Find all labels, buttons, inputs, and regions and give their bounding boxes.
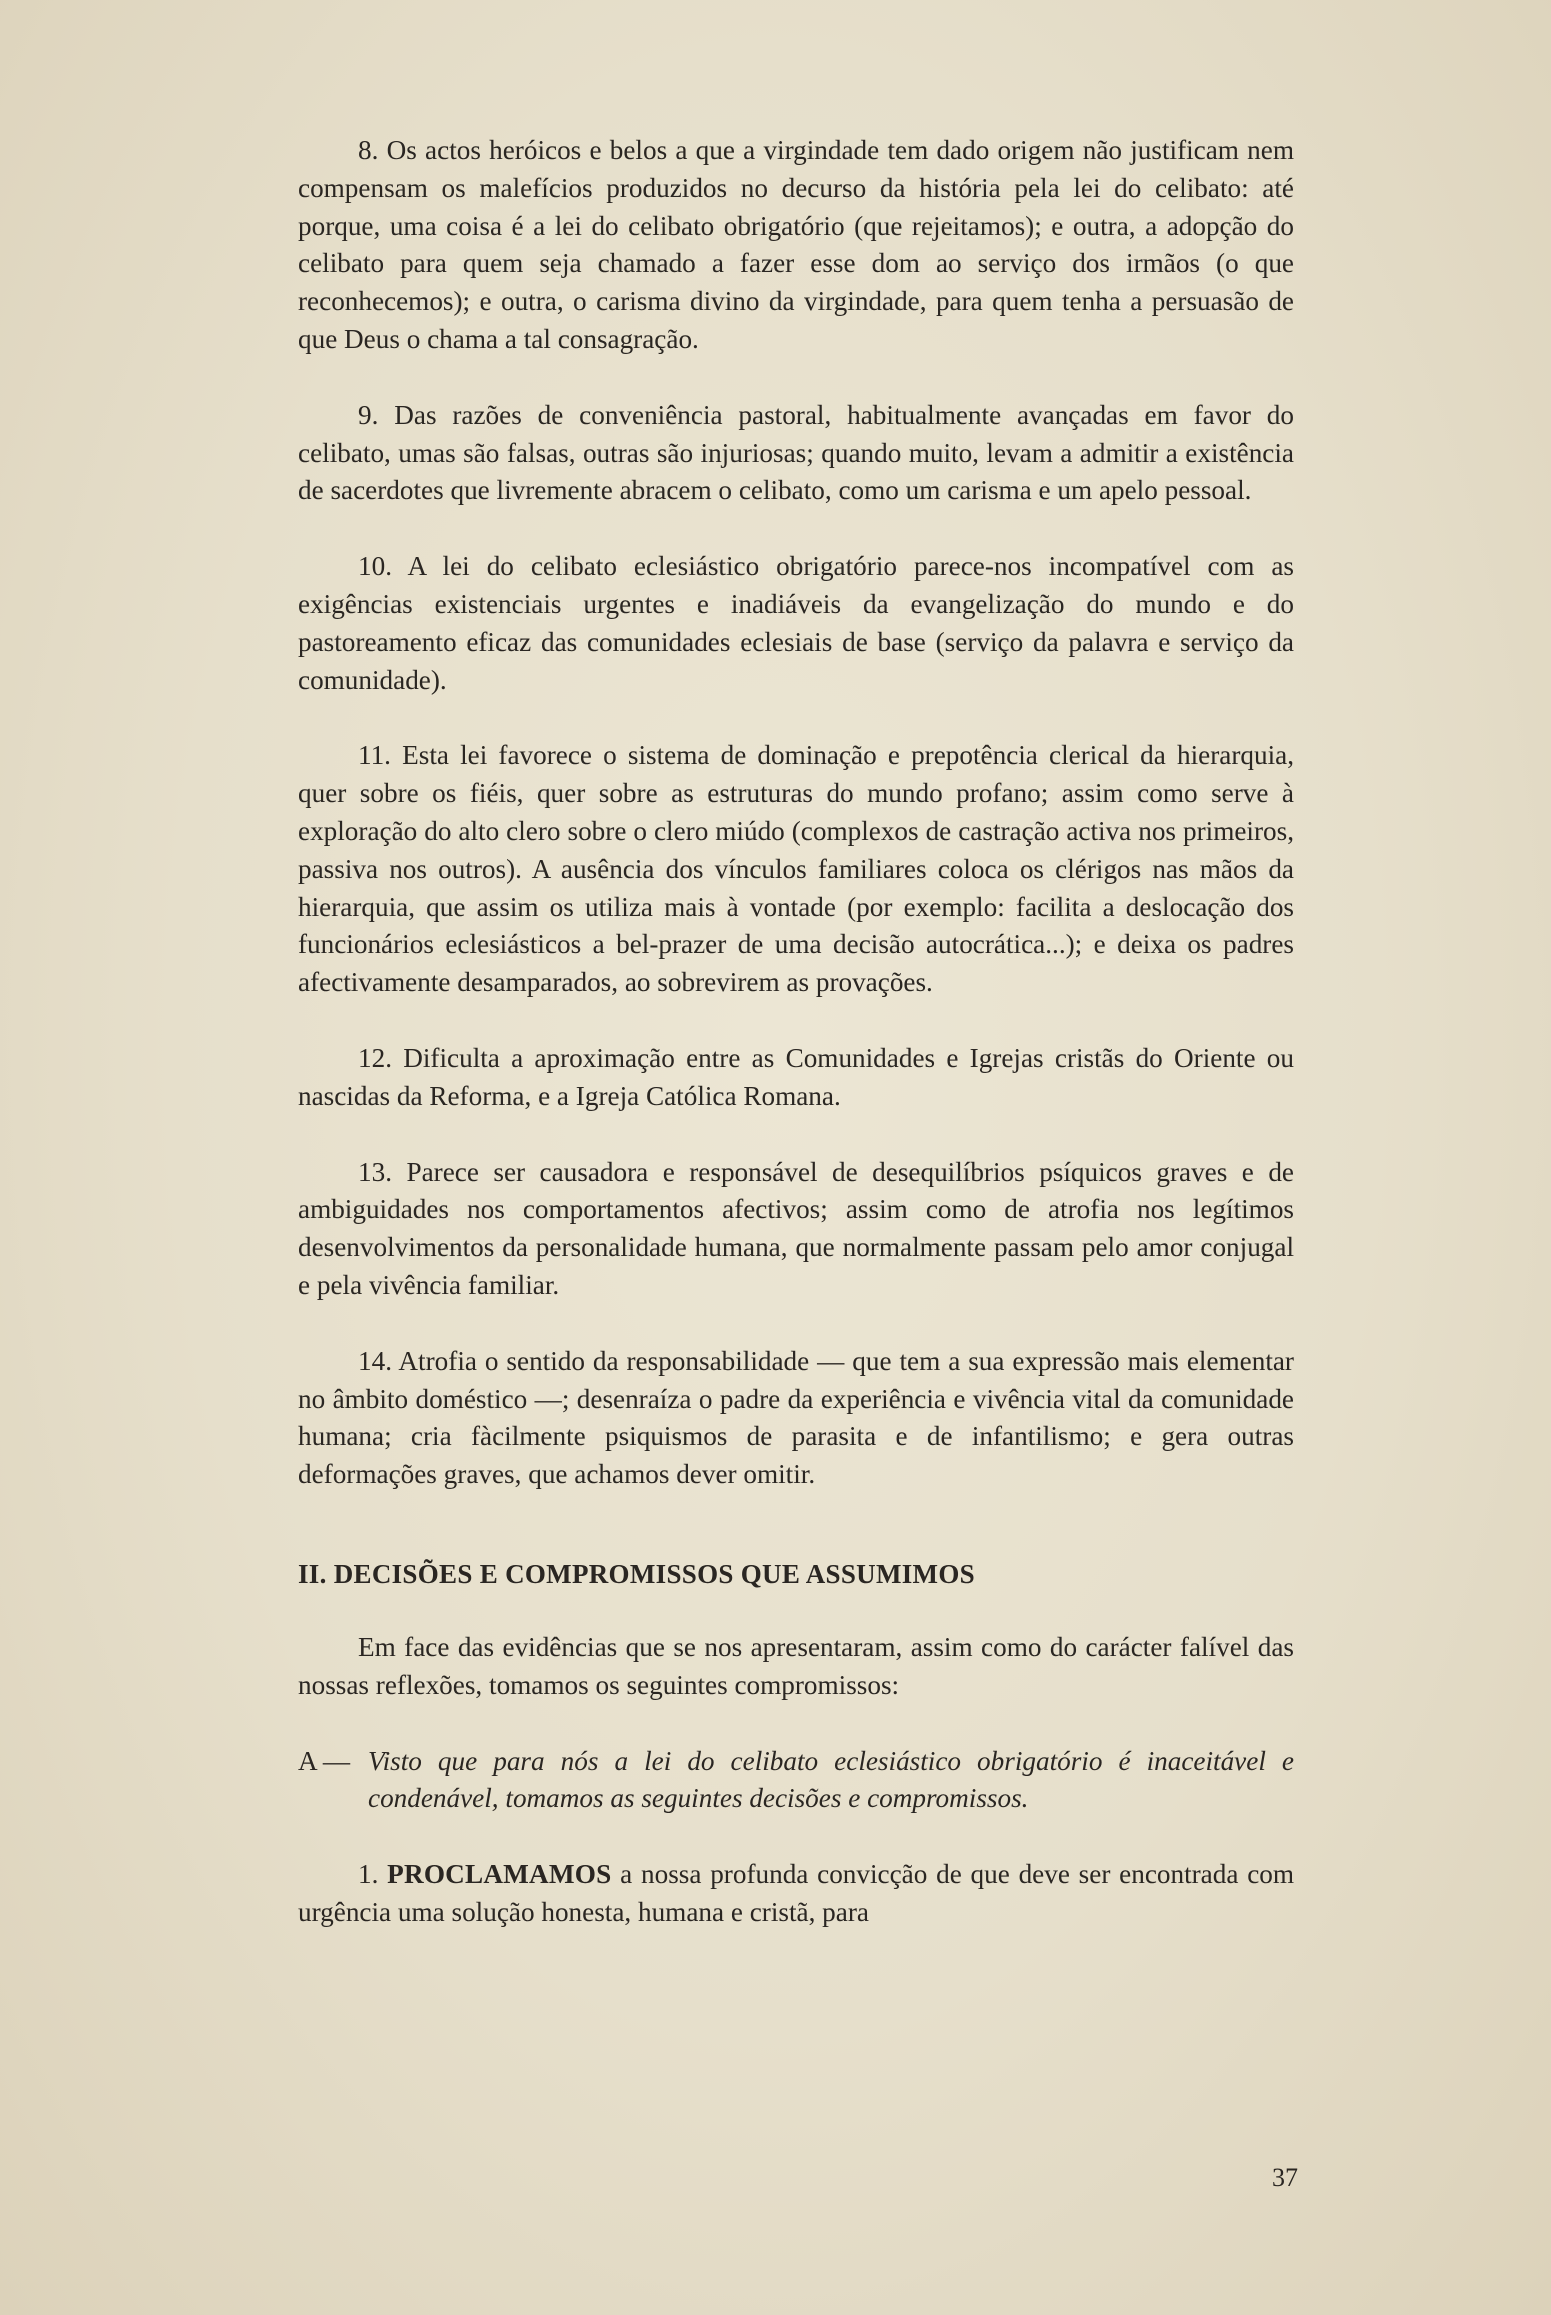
item-a-text: Visto que para nós a lei do celibato eclesiástico obrigatório é inaceitável e condenável, tomamos as seguintes decisões e compromissos. [368,1745,1294,1814]
paragraph-9: 9. Das razões de conveniência pastoral, habitualmente avançadas em favor do celibato, umas são falsas, outras são injuriosas; quando muito, levam a admitir a existência de sacerdotes que livremente abracem o celibato, como um carisma e um apelo pessoal. [298,399,1294,506]
section-intro: Em face das evidências que se nos apresentaram, assim como do carácter falível das nossas reflexões, tomamos os seguintes compromissos: [298,1631,1294,1700]
paragraph-11: 11. Esta lei favorece o sistema de dominação e prepotência clerical da hierarquia, quer sobre os fiéis, quer sobre as estruturas do mundo profano; assim como serve à exploração do alto clero sobre o clero miúdo (complexos de castração activa nos primeiros, passiva nos outros). A ausência dos vínculos familiares coloca os clérigos nas mãos da hierarquia, que assim os utiliza mais à vontade (por exemplo: facilita a deslocação dos funcionários eclesiásticos a bel-prazer de uma decisão autocrática...); e deixa os padres afectivamente desamparados, ao sobrevirem as provações. [298,740,1294,998]
page-number: 37 [1272,2163,1298,2192]
item-1 [298,1856,1294,1932]
paragraph-8: 8. Os actos heróicos e belos a que a virgindade tem dado origem não justificam nem compensam os malefícios produzidos no decurso da história pela lei do celibato: até porque, uma coisa é a lei do celibato obrigatório (que rejeitamos); e outra, a adopção do celibato para quem seja chamado a fazer esse dom ao serviço dos irmãos (o que reconhecemos); e outra, o carisma divino da virgindade, para quem tenha a persuasão de que Deus o chama a tal consagração. [298,135,1294,354]
paragraph-14: 14. Atrofia o sentido da responsabilidade — que tem a sua expressão mais elementar no âmbito doméstico —; desenraíza o padre da experiência e vivência vital da comunidade humana; cria fàcilmente psiquismos de parasita e de infantilismo; e gera outras deformações graves, que achamos dever omitir. [298,1345,1294,1490]
item-a-label: A — [298,1745,351,1776]
paragraph-13: 13. Parece ser causadora e responsável de desequilíbrios psíquicos graves e de ambiguidades nos comportamentos afectivos; assim como de atrofia nos legítimos desenvolvimentos da personalidade humana, que normalmente passam pelo amor conjugal e pela vivência familiar. [298,1156,1294,1300]
item-1-keyword: PROCLAMAMOS [387,1859,612,1890]
section-heading: II. DECISÕES E COMPROMISSOS QUE ASSUMIMOS [298,1558,975,1589]
paragraph-10: 10. A lei do celibato eclesiástico obrigatório parece-nos incompatível com as exigências existenciais urgentes e inadiáveis da evangelização do mundo e do pastoreamento eficaz das comunidades eclesiais de base (serviço da palavra e serviço da comunidade). [298,551,1294,695]
item-1-text: a nossa profunda convicção de que deve ser encontrada com urgência uma solução honesta, humana e cristã, para [298,1859,1294,1927]
body-text [298,132,1294,1932]
paragraph-12: 12. Dificulta a aproximação entre as Comunidades e Igrejas cristãs do Oriente ou nascidas da Reforma, e a Igreja Católica Romana. [298,1042,1294,1111]
item-1-number: 1. [358,1859,379,1890]
item-a [298,1743,1294,1819]
